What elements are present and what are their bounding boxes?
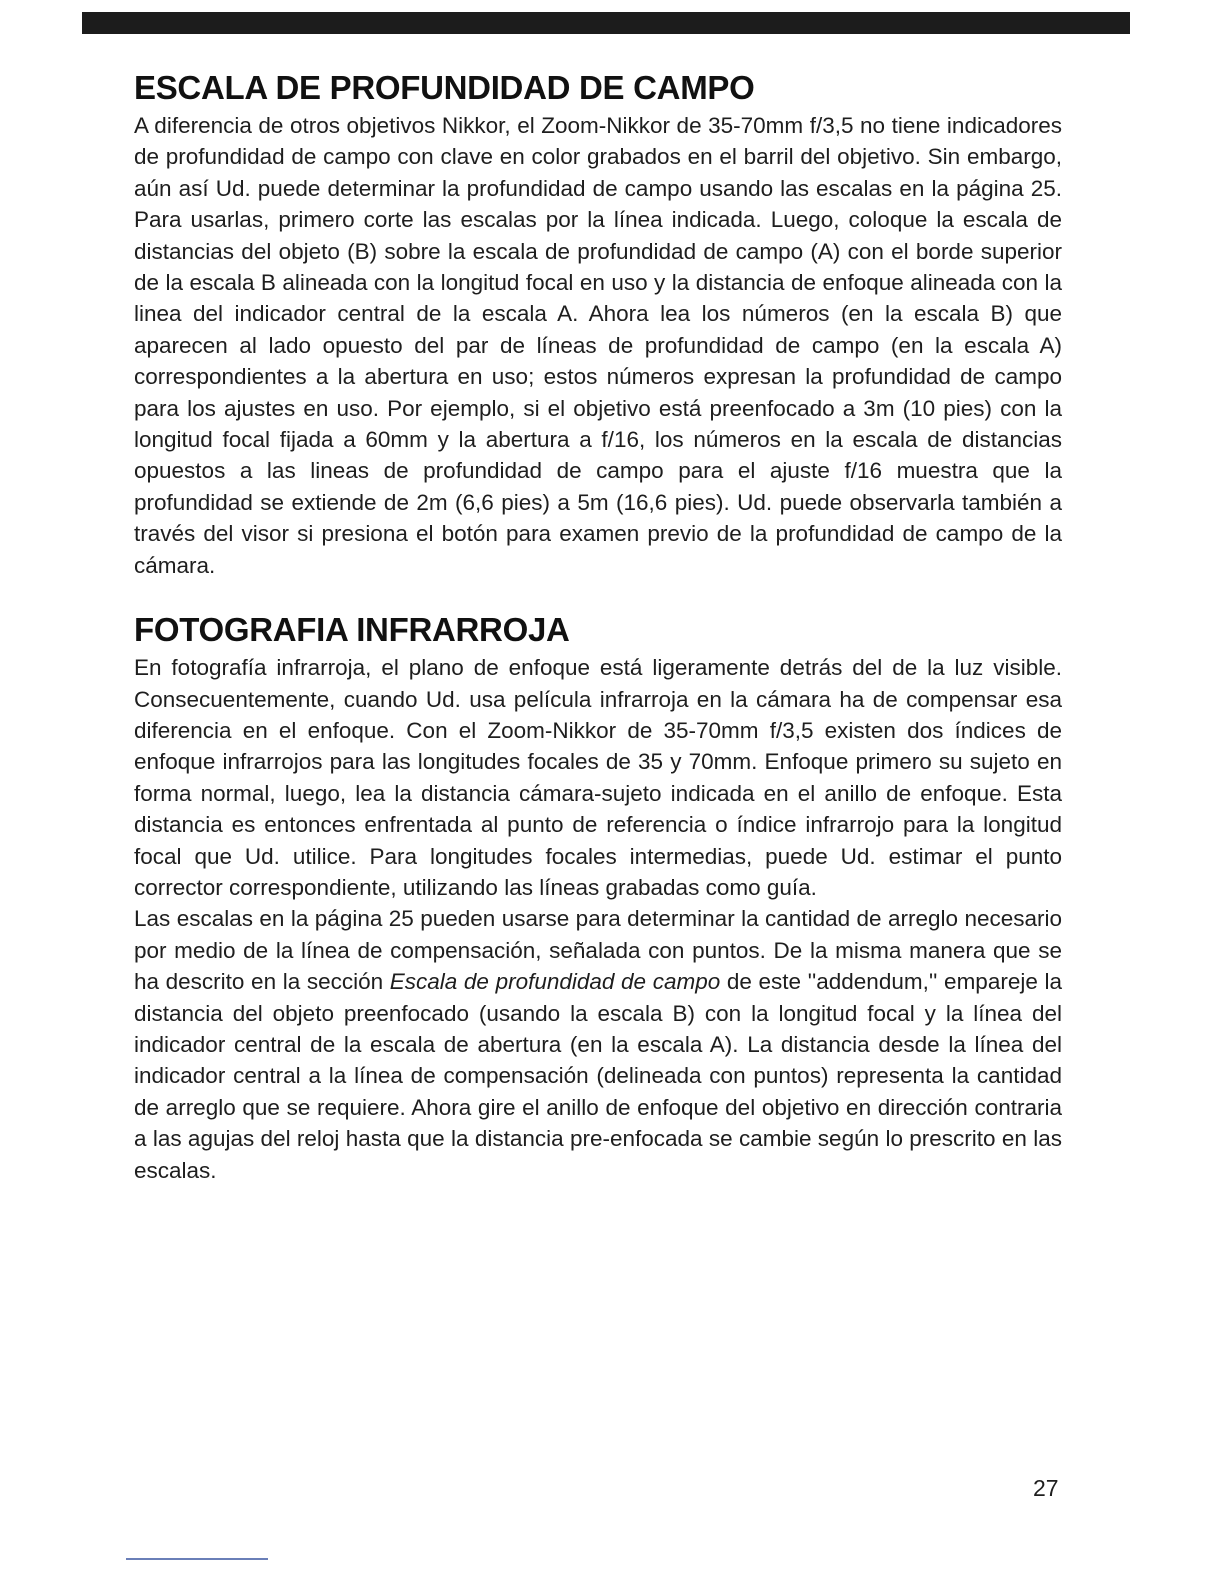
bottom-rule	[126, 1558, 268, 1560]
infrared-paragraph-2-end: de este ''addendum,'' empareje la distancia del objeto preenfocado (usando la escala B) con la longitud focal y la línea del indicador central de la escala de abertura (en la escala A). La distancia desde la línea del indicador central a la línea de compensación (delineada con puntos) representa la cantidad de arreglo que se requiere. Ahora gire el anillo de enfoque del objetivo en dirección contraria a las agujas del reloj hasta que la distancia pre-enfocada se cambie según lo prescrito en las escalas.	[134, 969, 1062, 1183]
infrared-paragraph-1: En fotografía infrarroja, el plano de enfoque está ligeramente detrás del de la luz visible. Consecuentemente, cuando Ud. usa película infrarroja en la cámara ha de compensar esa diferencia en el enfoque. Con el Zoom-Nikkor de 35-70mm f/3,5 existen dos índices de enfoque infrarrojos para las longitudes focales de 35 y 70mm. Enfoque primero su sujeto en forma normal, luego, lea la distancia cámara-sujeto indicada en el anillo de enfoque. Esta distancia es entonces enfrentada al punto de referencia o índice infrarrojo para la longitud focal que Ud. utilice. Para longitudes focales intermedias, puede Ud. estimar el punto corrector correspondiente, utilizando las líneas grabadas como guía.	[134, 655, 1062, 900]
top-header-bar	[82, 12, 1130, 34]
section-title-depth-of-field: ESCALA DE PROFUNDIDAD DE CAMPO	[134, 69, 755, 106]
section-spacer	[134, 581, 1062, 608]
page-number: 27	[1033, 1475, 1059, 1501]
section-title-infrared: FOTOGRAFIA INFRARROJA	[134, 611, 570, 649]
infrared-paragraph-2-italic-reference: Escala de profundidad de campo	[389, 969, 721, 995]
depth-of-field-paragraph: A diferencia de otros objetivos Nikkor, el Zoom-Nikkor de 35-70mm f/3,5 no tiene indicadores de profundidad de campo con clave en color grabados en el barril del objetivo. Sin embargo, aún así Ud. puede determinar la profundidad de campo usando las escalas en la página 25. Para usarlas, primero corte las escalas por la línea indicada. Luego, coloque la escala de distancias del objeto (B) sobre la escala de profundidad de campo (A) con el borde superior de la escala B alineada con la longitud focal en uso y la distancia de enfoque alineada con la linea del indicador central de la escala A. Ahora lea los números (en la escala B) que aparecen al lado opuesto del par de líneas de profundidad de campo (en la escala A) correspondientes a la abertura en uso; estos números expresan la profundidad de campo para los ajustes en uso. Por ejemplo, si el objetivo está preenfocado a 3m (10 pies) con la longitud focal fijada a 60mm y la abertura a f/16, los números en la escala de distancias opuestos a las lineas de profundidad de campo para el ajuste f/16 muestra que la profundidad se extiende de 2m (6,6 pies) a 5m (16,6 pies). Ud. puede observarla también a través del visor si presiona el botón para examen previo de la profundidad de campo de la cámara.	[134, 113, 1062, 578]
page-content	[134, 66, 1062, 1186]
infrared-paragraph-2	[134, 903, 1062, 1186]
infrared-paragraph-2-start: Las escalas en la página 25 pueden usarse para determinar la cantidad de arreglo necesario por medio de la línea de compensación, señalada con puntos. De la misma manera que se ha descrito en la sección	[134, 906, 1062, 995]
